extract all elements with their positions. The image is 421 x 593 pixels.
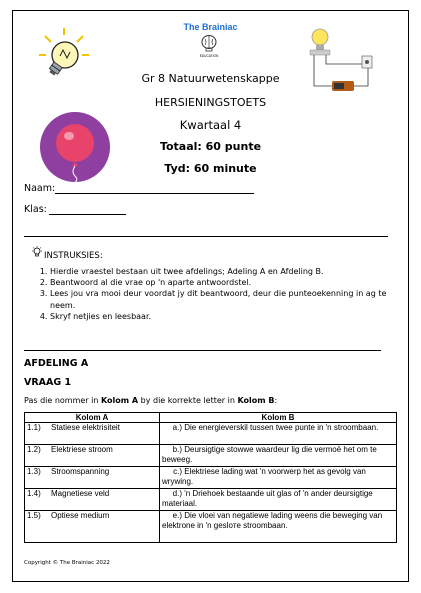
instruction-item: 2. Beantwoord al die vrae op 'n aparte antwoordstel. (50, 277, 400, 288)
question-title: VRAAG 1 (24, 377, 72, 388)
section-title: AFDELING A (24, 358, 89, 369)
svg-text:EDUCATION: EDUCATION (199, 54, 219, 58)
brand-title: The Brainiac (183, 22, 238, 32)
test-title: HERSIENINGSTOETS (154, 96, 267, 109)
table-row: 1.2) Elektriese stroom b.) Deursigtige stowwe waardeur lig die vermoë het om te beweeg. (25, 445, 397, 467)
divider (24, 236, 388, 237)
class-label: Klas: (24, 204, 47, 215)
term-line: Kwartaal 4 (179, 118, 242, 132)
lightbulb-outline-icon (31, 246, 43, 258)
table-row: 1.1) Statiese elektrisiteit a.) Die energieverskil tussen twee punte in 'n stroombaan. (25, 423, 397, 445)
column-a-header: Kolom A (25, 413, 160, 423)
table-row: 1.3) Stroomspanning c.) Elektriese lading wat 'n voorwerp het as gevolg van wrywing. (25, 467, 397, 489)
table-row: 1.5) Optiese medium e.) Die vloei van negatiewe lading weens die beweging van elektrone in 'n gesloте stroombaan. (25, 511, 397, 543)
lightbulb-illustration (35, 26, 93, 84)
total-marks: Totaal: 60 punte (159, 140, 262, 153)
instruction-item: 4. Skryf netjies en leesbaar. (50, 311, 400, 322)
class-input-line[interactable] (49, 214, 126, 215)
subject-line: Gr 8 Natuurwetenskappe (141, 72, 280, 85)
copyright: Copyright © The Brainiac 2022 (24, 560, 110, 566)
name-field (24, 183, 55, 194)
duration: Tyd: 60 minute (164, 162, 257, 175)
instruction-item: 1. Hierdie vraestel bestaan uit twee afdelings; Adeling A en Afdeling B. (50, 266, 400, 277)
brain-logo (199, 34, 219, 60)
table-row: 1.4) Magnetiese veld d.) 'n Driehoek bestaande uit glas of 'n ander deursigtige materiaal. (25, 489, 397, 511)
column-b-header: Kolom B (160, 413, 397, 423)
question-intro: Pas die nommer in Kolom A by die korrekte letter in Kolom B: (24, 396, 278, 405)
divider (24, 350, 381, 351)
matching-table (24, 412, 397, 543)
circuit-diagram-illustration (296, 26, 382, 96)
name-label: Naam: (24, 183, 56, 194)
instructions-list (28, 266, 400, 322)
name-input-line[interactable] (55, 193, 254, 194)
instruction-item: 3. Lees jou vra mooi deur voordat jy dit beantwoord, deur die punteoekenning in ag te neem. (50, 288, 400, 310)
balloon-illustration (38, 110, 112, 184)
instructions-title: INSTRUKSIES: (44, 251, 103, 261)
class-field (24, 204, 47, 215)
